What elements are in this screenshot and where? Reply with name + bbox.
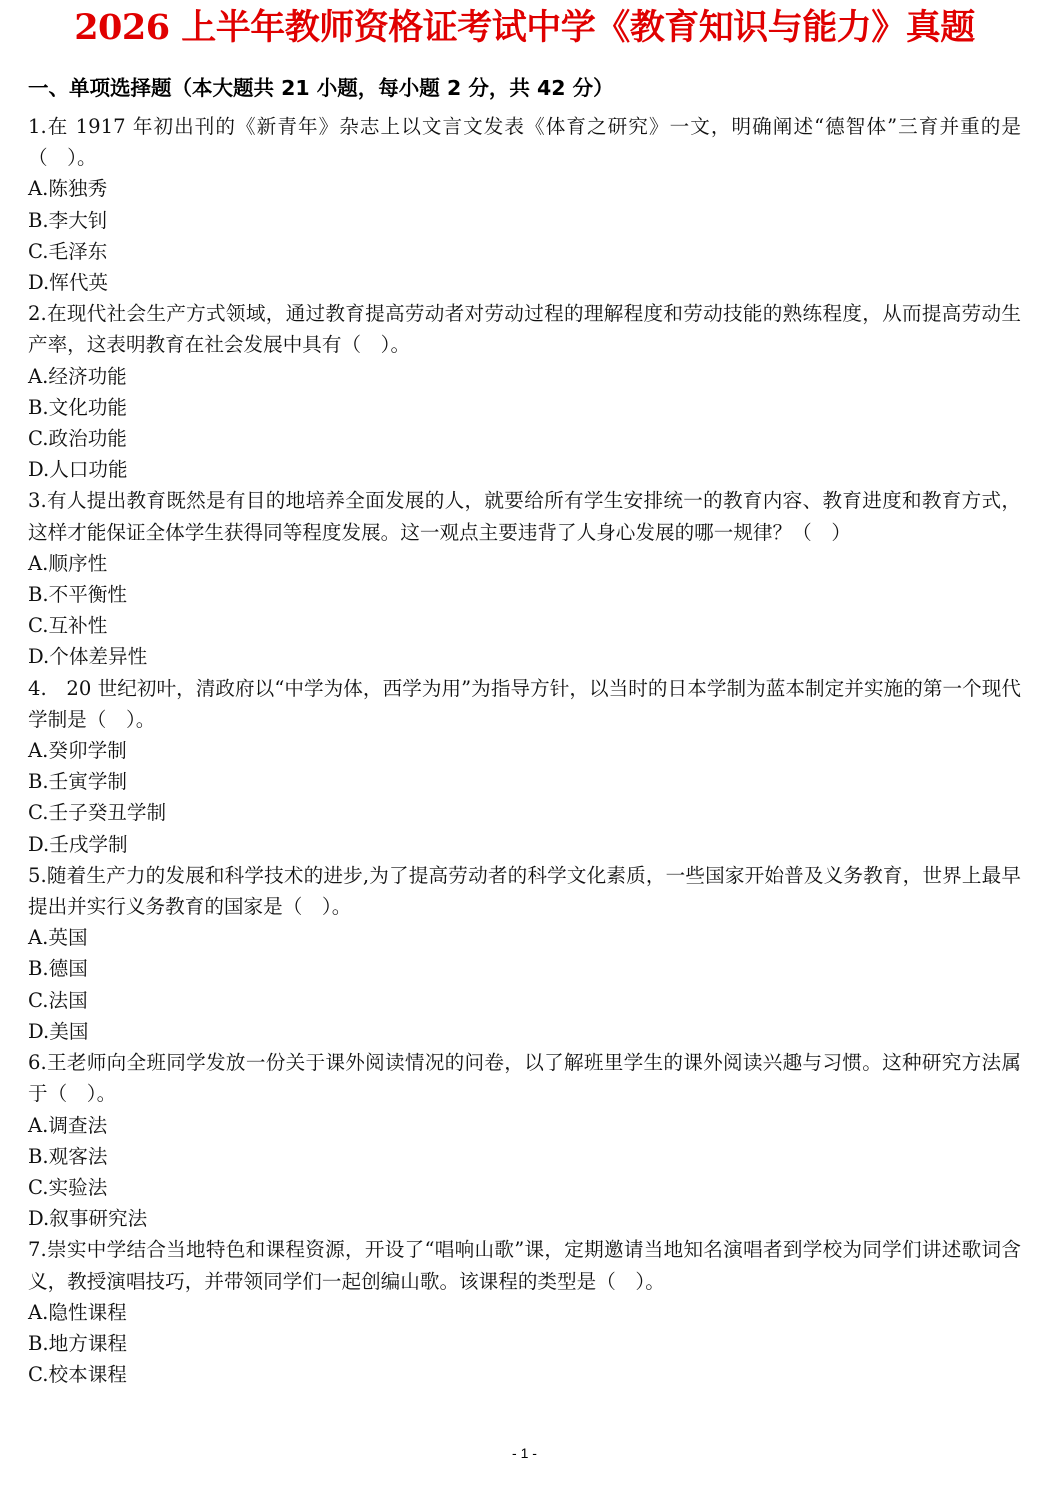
question-list [28,111,1021,1390]
question-option: C.壬子癸丑学制 [28,801,167,825]
question-option: A.英国 [28,926,88,950]
question-option: A.调查法 [28,1113,108,1137]
question-item [28,1047,1021,1234]
question-stem: 1.在 1917 年初出刊的《新青年》杂志上以文言文发表《体育之研究》一文，明确阐述“德智体”三育并重的是（ ）。 [28,115,1021,170]
question-option: A.癸卯学制 [28,739,127,763]
question-item [28,111,1021,298]
question-option: D.恽代英 [28,271,109,295]
question-item [28,673,1021,860]
question-item [28,485,1021,672]
question-stem: 2.在现代社会生产方式领域，通过教育提高劳动者对劳动过程的理解程度和劳动技能的熟练程度，从而提高劳动生产率，这表明教育在社会发展中具有（ ）。 [28,302,1021,357]
question-option: C.政治功能 [28,427,127,451]
question-stem: 6.王老师向全班同学发放一份关于课外阅读情况的问卷，以了解班里学生的课外阅读兴趣与习惯。这种研究方法属于（ ）。 [28,1051,1021,1106]
question-option: C.法国 [28,988,88,1012]
question-option: A.隐性课程 [28,1300,127,1324]
question-option: D.美国 [28,1019,89,1043]
question-option: B.壬寅学制 [28,770,128,794]
question-item [28,860,1021,1047]
question-option: B.不平衡性 [28,583,128,607]
question-item [28,298,1021,485]
question-option: C.毛泽东 [28,239,108,263]
question-option: A.陈独秀 [28,177,108,201]
question-option: B.德国 [28,957,88,981]
question-option: C.互补性 [28,614,108,638]
question-option: B.李大钊 [28,208,108,232]
question-option: D.叙事研究法 [28,1207,148,1231]
question-option: C.校本课程 [28,1363,127,1387]
question-option: D.人口功能 [28,458,128,482]
section-heading: 一、单项选择题（本大题共 21 小题，每小题 2 分，共 42 分） [28,76,614,100]
question-option: D.壬戌学制 [28,832,128,856]
question-item [28,1234,1021,1390]
question-option: B.地方课程 [28,1331,128,1355]
page-number: - 1 - [512,1445,537,1461]
question-stem: 4. 20 世纪初叶，清政府以“中学为体，西学为用”为指导方针，以当时的日本学制为蓝本制定并实施的第一个现代学制是（ ）。 [28,676,1021,731]
question-option: B.观客法 [28,1144,108,1168]
question-stem: 5.随着生产力的发展和科学技术的进步,为了提高劳动者的科学文化素质，一些国家开始普及义务教育，世界上最早提出并实行义务教育的国家是（ ）。 [28,863,1021,919]
question-stem: 3.有人提出教育既然是有目的地培养全面发展的人，就要给所有学生安排统一的教育内容、教育进度和教育方式，这样才能保证全体学生获得同等程度发展。这一观点主要违背了人身心发展的哪一规律？（ ） [28,489,1021,544]
question-stem: 7.崇实中学结合当地特色和课程资源，开设了“唱响山歌”课，定期邀请当地知名演唱者到学校为同学们讲述歌词含义，教授演唱技巧，并带领同学们一起创编山歌。该课程的类型是（ ）。 [28,1238,1021,1293]
question-option: D.个体差异性 [28,645,148,669]
question-option: A.经济功能 [28,364,127,388]
document-title: 2026 上半年教师资格证考试中学《教育知识与能力》真题 [74,7,975,48]
question-option: C.实验法 [28,1175,108,1199]
question-option: B.文化功能 [28,395,128,419]
question-option: A.顺序性 [28,551,108,575]
